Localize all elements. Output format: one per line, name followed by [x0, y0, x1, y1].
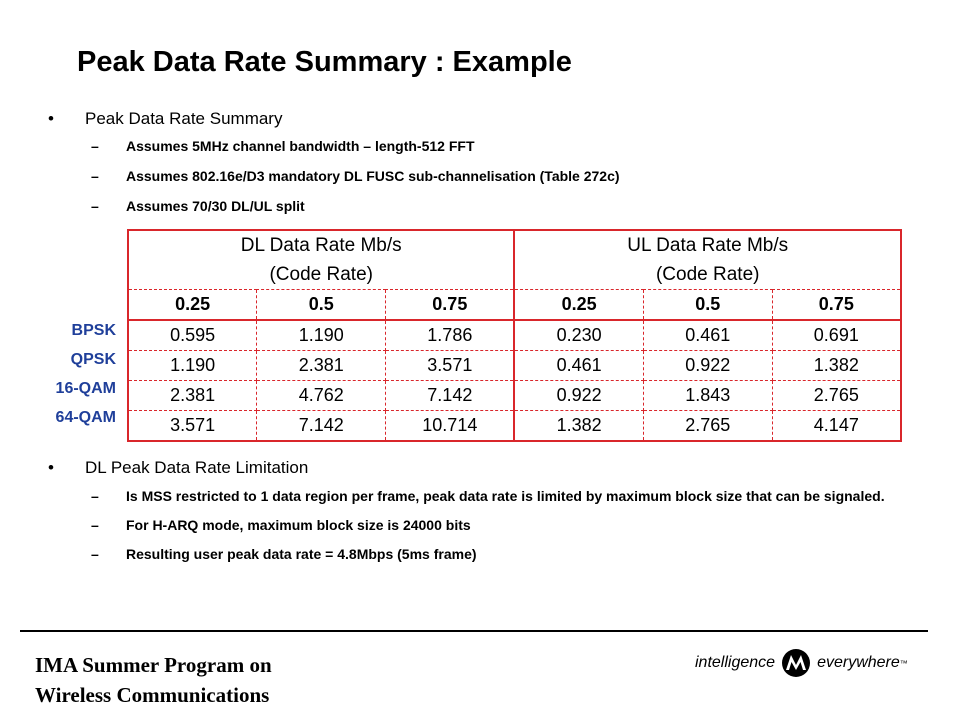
- row-label-bpsk: BPSK: [71, 322, 116, 339]
- row-label-qpsk: QPSK: [70, 351, 116, 368]
- table-cell: 4.147: [772, 411, 901, 442]
- table-row: [128, 411, 901, 442]
- data-rate-table: [127, 229, 902, 442]
- table-row: [128, 381, 901, 411]
- sub-item-text: Assumes 5MHz channel bandwidth – length-512 FFT: [126, 138, 475, 154]
- logo-text-right: everywhere: [817, 654, 900, 671]
- code-rate-cell: 0.75: [772, 290, 901, 321]
- table-cell: 0.691: [772, 320, 901, 351]
- footer-divider: [20, 630, 928, 632]
- table-cell: 2.765: [643, 411, 772, 442]
- section-summary: [48, 108, 928, 215]
- table-row: [128, 351, 901, 381]
- trademark-symbol: ™: [899, 658, 908, 668]
- table-row: [128, 320, 901, 351]
- footer-program-name: [35, 650, 272, 710]
- table-cell: 0.230: [514, 320, 643, 351]
- table-cell: 1.382: [514, 411, 643, 442]
- bullet-limitation: [48, 457, 928, 479]
- footer-line-2: Wireless Communications: [35, 683, 270, 707]
- dl-code-rate-label: (Code Rate): [128, 260, 514, 290]
- table-cell: 1.190: [128, 351, 257, 381]
- sub-item-text: Is MSS restricted to 1 data region per frame, peak data rate is limited by maximum block size that can be signaled.: [126, 488, 885, 504]
- table-cell: 2.381: [257, 351, 386, 381]
- code-rate-cell: 0.25: [514, 290, 643, 321]
- code-rate-cell: 0.5: [257, 290, 386, 321]
- code-rate-cell: 0.5: [643, 290, 772, 321]
- table-cell: 3.571: [386, 351, 515, 381]
- ul-header: UL Data Rate Mb/s: [514, 230, 901, 260]
- code-rate-cell: 0.25: [128, 290, 257, 321]
- table-cell: 1.843: [643, 381, 772, 411]
- table-cell: 1.382: [772, 351, 901, 381]
- table-cell: 0.922: [514, 381, 643, 411]
- row-label-16qam: 16-QAM: [55, 380, 116, 397]
- logo-text-left: intelligence: [695, 654, 776, 671]
- table-cell: 1.190: [257, 320, 386, 351]
- sub-item: – Resulting user peak data rate = 4.8Mbps (5ms frame): [91, 546, 477, 562]
- sub-item-text: Resulting user peak data rate = 4.8Mbps (5ms frame): [126, 546, 477, 562]
- motorola-batwing-icon: [781, 648, 811, 678]
- section-limitation: [48, 457, 928, 563]
- table-cell: 4.762: [257, 381, 386, 411]
- table-cell: 7.142: [257, 411, 386, 442]
- sub-item-text: Assumes 802.16e/D3 mandatory DL FUSC sub-channelisation (Table 272c): [126, 168, 620, 184]
- bullet-dot-icon: •: [48, 109, 54, 128]
- sub-item-text: Assumes 70/30 DL/UL split: [126, 198, 305, 214]
- slide-title: Peak Data Rate Summary : Example: [77, 46, 572, 78]
- bullet-dot-icon: •: [48, 458, 54, 477]
- table-cell: 2.381: [128, 381, 257, 411]
- sub-item: – For H-ARQ mode, maximum block size is 24000 bits: [91, 517, 471, 533]
- table-cell: 0.922: [643, 351, 772, 381]
- bullet-summary-text: Peak Data Rate Summary: [85, 109, 283, 128]
- sub-item: – Is MSS restricted to 1 data region per frame, peak data rate is limited by maximum block size that can be signaled.: [91, 488, 885, 504]
- table-cell: 0.461: [514, 351, 643, 381]
- ul-code-rate-label: (Code Rate): [514, 260, 901, 290]
- bullet-summary: [48, 108, 928, 130]
- sub-item: – Assumes 802.16e/D3 mandatory DL FUSC sub-channelisation (Table 272c): [91, 168, 620, 184]
- table-cell: 0.461: [643, 320, 772, 351]
- table-cell: 10.714: [386, 411, 515, 442]
- footer-line-1: IMA Summer Program on: [35, 653, 272, 677]
- sub-item: – Assumes 5MHz channel bandwidth – length-512 FFT: [91, 138, 475, 154]
- bullet-limitation-text: DL Peak Data Rate Limitation: [85, 458, 309, 477]
- table-cell: 0.595: [128, 320, 257, 351]
- table-cell: 3.571: [128, 411, 257, 442]
- row-label-64qam: 64-QAM: [55, 409, 116, 426]
- dl-header: DL Data Rate Mb/s: [128, 230, 514, 260]
- table-cell: 7.142: [386, 381, 515, 411]
- table-cell: 1.786: [386, 320, 515, 351]
- motorola-logo: [695, 646, 908, 680]
- code-rate-cell: 0.75: [386, 290, 515, 321]
- sub-item: – Assumes 70/30 DL/UL split: [91, 198, 305, 214]
- sub-item-text: For H-ARQ mode, maximum block size is 24000 bits: [126, 517, 471, 533]
- table-cell: 2.765: [772, 381, 901, 411]
